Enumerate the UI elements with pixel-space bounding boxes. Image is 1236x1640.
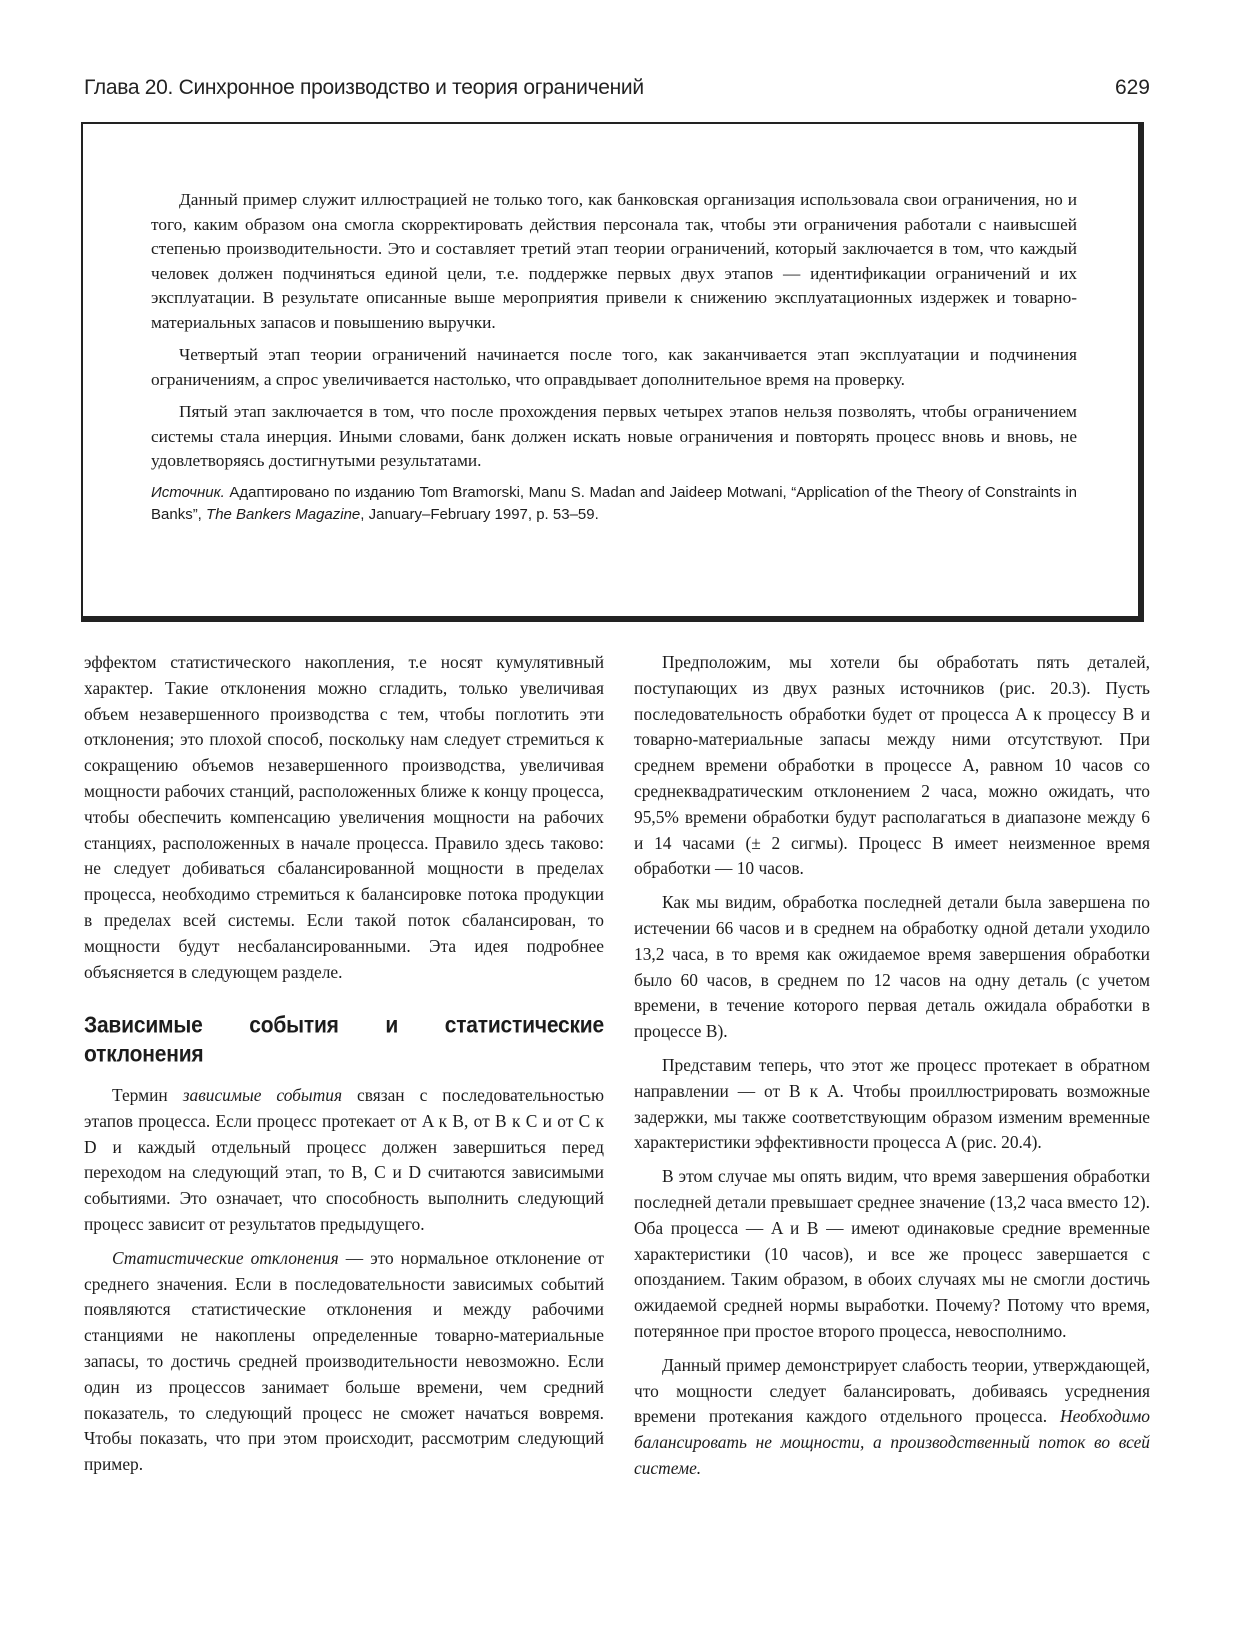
body-paragraph: В этом случае мы опять видим, что время завершения обработки последней детали превышает среднее значение (13,2 часа вместо 12). Оба процесса — A и B — имеют одинаковые средние временные характеристики (10 часов), и все же процесс завершается с опозданием. Таким образом, в обоих случаях мы не смогли достичь ожидаемой средней нормы выработки. Почему? Потому что время, потерянное при простое второго процесса, невосполнимо. bbox=[634, 1166, 1150, 1341]
body-paragraph: Предположим, мы хотели бы обработать пять деталей, поступающих из двух разных источников (рис. 20.3). Пусть последовательность обработки будет от процесса A к процессу B и товарно-материальные запасы между ними отсутствуют. При среднем времени обработки в процессе A, равном 10 часов со среднеквадратическим отклонением 2 часа, можно ожидать, что 95,5% времени обработки будут располагаться в диапазоне между 6 и 14 часами (± 2 сигмы). Процесс B имеет неизменное время обработки — 10 часов. bbox=[634, 652, 1150, 879]
body-paragraph: Представим теперь, что этот же процесс протекает в обратном направлении — от B к A. Чтобы проиллюстрировать возможные задержки, мы также соответствующим образом изменим временные характеристики эффективности процесса A (рис. 20.4). bbox=[634, 1054, 1150, 1153]
left-column bbox=[84, 650, 604, 1486]
box-paragraph: Пятый этап заключается в том, что после прохождения первых четырех этапов нельзя позволять, чтобы ограничением системы стала инерция. Иными словами, банк должен искать новые ограничения и повторять процесс вновь и вновь, не удовлетворяясь достигнутыми результатами. bbox=[151, 402, 1077, 470]
source-text: Адаптировано по изданию Tom Bramorski, Manu S. Madan and Jaideep Motwani, “Application of the Theory of Constraints in Banks”, bbox=[151, 483, 1077, 523]
section-heading: Зависимые события и статистические отклонения bbox=[84, 1012, 604, 1068]
source-tail: , January–February 1997, p. 53–59. bbox=[360, 505, 599, 523]
page-number: 629 bbox=[1114, 76, 1150, 99]
emphasis-italic: Необходимо балансировать не мощности, а производственный поток во всей системе. bbox=[634, 1406, 1150, 1478]
text-run: Данный пример демонстрирует слабость теории, утверждающей, что мощности следует балансировать, добиваясь усреднения времени протекания каждого отдельного процесса. bbox=[634, 1354, 1150, 1427]
source-label: Источник. bbox=[151, 483, 225, 501]
running-head bbox=[84, 76, 1150, 112]
body-paragraph bbox=[634, 1353, 1150, 1482]
source-journal: The Bankers Magazine bbox=[206, 505, 361, 523]
text-run: связан с последовательностью этапов процесса. Если процесс протекает от A к B, от B к C и от C к D и каждый отдельный процесс должен завершиться перед переходом на следующий этап, то B, C и D считаются зависимыми событиями. Это означает, что способность выполнить следующий процесс зависит от результатов предыдущего. bbox=[84, 1084, 605, 1234]
body-paragraph bbox=[84, 1246, 604, 1478]
term-italic: зависимые события bbox=[182, 1084, 343, 1105]
body-paragraph bbox=[84, 1083, 604, 1238]
text-run: — это нормальное отклонение от среднего значения. Если в последовательности зависимых событий появляются статистические отклонения и между рабочими станциями не накоплены определенные товарно-материальные запасы, то достичь средней производительности невозможно. Если один из процессов занимает больше времени, чем средний показатель, то следующий процесс не сможет начаться вовремя. Чтобы показать, что при этом происходит, рассмотрим следующий пример. bbox=[84, 1247, 604, 1475]
example-box-text bbox=[151, 188, 1077, 534]
right-column bbox=[634, 650, 1150, 1490]
box-paragraph: Четвертый этап теории ограничений начинается после того, как заканчивается этап эксплуатации и подчинения ограничениям, а спрос увеличивается настолько, что оправдывает дополнительное время на проверку. bbox=[151, 345, 1077, 389]
example-box bbox=[81, 122, 1144, 622]
body-paragraph: Как мы видим, обработка последней детали была завершена по истечении 66 часов и в среднем на обработку одной детали уходило 13,2 часа, в то время как ожидаемое время завершения обработки было 60 часов, в среднем по 12 часов на одну деталь (с учетом времени, в течение которого первая деталь ожидала обработки в процессе B). bbox=[634, 892, 1150, 1042]
text-run: Термин bbox=[112, 1084, 183, 1105]
box-paragraph: Данный пример служит иллюстрацией не только того, как банковская организация использовала свои ограничения, но и того, каким образом она смогла скорректировать действия персонала так, чтобы эти ограничения работали с наивысшей степенью производительности. Это и составляет третий этап теории ограничений, который заключается в том, что каждый человек должен подчиняться единой цели, т.е. поддержке первых двух этапов — идентификации ограничений и их эксплуатации. В результате описанные выше мероприятия привели к снижению эксплуатационных издержек и товарно-материальных запасов и повышению выручки. bbox=[151, 190, 1077, 332]
source-citation bbox=[151, 482, 1077, 526]
chapter-title: Глава 20. Синхронное производство и теория ограничений bbox=[84, 76, 644, 99]
body-paragraph: эффектом статистического накопления, т.е носят кумулятивный характер. Такие отклонения можно сгладить, только увеличивая объем незавершенного производства с тем, чтобы поглотить эти отклонения; это плохой способ, поскольку нам следует стремиться к сокращению объемов незавершенного производства, увеличивая мощности рабочих станций, расположенных ближе к концу процесса, чтобы обеспечить компенсацию увеличения мощности на рабочих станциях, расположенных в начале процесса. Правило здесь таково: не следует добиваться сбалансированной мощности в пределах процесса, необходимо стремиться к балансировке потока продукции в пределах всей системы. Если такой поток сбалансирован, то мощности будут несбалансированными. Эта идея подробнее объясняется в следующем разделе. bbox=[84, 652, 604, 982]
term-italic: Статистические отклонения bbox=[112, 1247, 339, 1268]
